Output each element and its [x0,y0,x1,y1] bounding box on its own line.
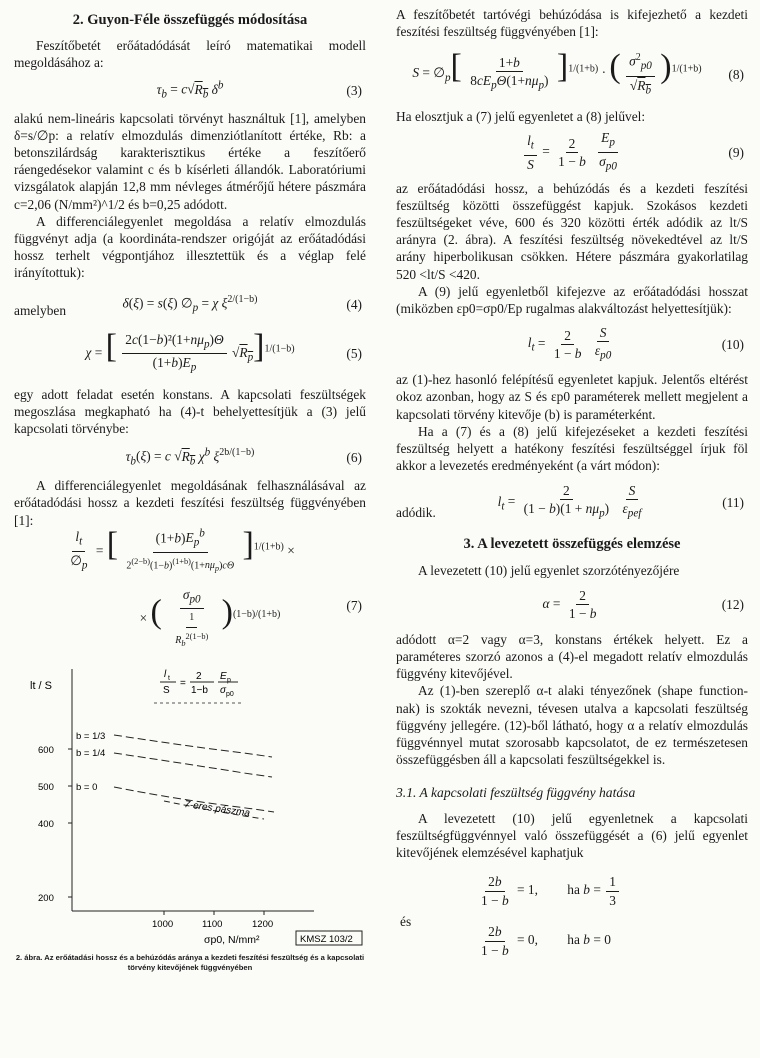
curve-label: b = 1/4 [76,747,106,759]
paragraph: alakú nem-lineáris kapcsolati törvényt használtuk [1], amelyben δ=s/∅p: a relatív elmozdulás dimenziótlanított értéke, Rb: a betonszilárdság karakterisztikus értéke a feszítőerő ráengedésekor valamint c és b kísérleti állandók. Laboratóriumi vizsgálatok alapján 12,8 mm névleges átmérőjű hétere pászmára c=2,06 (N/mm²)^1/2 és b=0,25 adódott. [14,110,366,212]
equation-11: adódik. $l_t$ = $\frac{2}{(1 - b)(1 + n\mu_p)}$ $\frac{S}{\varepsilon_{pef}}$ (11) [396,482,744,521]
equation-4: amelyben δ(ξ) = s(ξ) $\emptyset_p = \chi$ $\xi^{2/(1-b)}$ (4) [14,294,362,318]
figure-2 [14,649,366,972]
ha-label: ha [567,882,580,898]
curve-b-1-3 [114,735,272,757]
equation-number: (7) [346,597,362,613]
y-tick: 600 [38,744,54,756]
paragraph: A levezetett (10) jelű egyenlet szorzótényezőjére [418,562,680,578]
right-column [396,6,748,969]
ha-label: ha [567,932,580,948]
figure-chart [14,649,366,949]
equation-number: (12) [721,597,744,613]
equation-conditions [396,869,748,969]
paragraph: Ha a (7) és a (8) jelű kifejezéseket a kezdeti feszítési feszültség helyett a hatékony feszítési feszültséggel írjuk föl akkor a levezetés eredményeként (a várt módon): [396,423,748,474]
paragraph: A differenciálegyenlet megoldásának felhasználásával az erőátadódási hossz a kezdeti feszítési feszültség függvényében [1]: [14,478,366,528]
svg-text:p0: p0 [226,690,234,698]
x-tick: 1100 [202,918,223,930]
paragraph: Feszítőbetét erőátadódását leíró matematikai modell megoldásához a: [14,38,366,71]
equation-5: χ = [ $\frac{2c(1-b)^2(1+n\mu_p)\Theta}{(1+b)E_p}$ $√R_p]^{1/(1-b)}$ (5) [85,327,362,375]
equation-7: $\frac{l_t}{\emptyset_p}$ = [ $\frac{(1+b)E_p^b}{2^{(2-b)}(1-b)^{(1+b)}(1+n\mu_p)c\Theta}$ ]$^{1/(1+b)}$ × × ( $\frac{\sigma_{p0}}{\frac{1}{R_b^{2(1-b)}}}$ )$^{(1-b)/(1+b)}$ (7) [70,525,362,648]
x-tick: 1200 [252,918,274,930]
y-tick: 200 [38,892,54,904]
paragraph: A differenciálegyenlet megoldása a relatív elmozdulás függvényt adja (a koordináta-rendszer origóját az erőátadódási hossz terhelt végpontjához illesztettük és a véglap felé irányítottuk): [14,213,366,281]
equation-number: (4) [346,297,362,313]
svg-text:l: l [164,668,167,680]
paragraph: A (9) jelű egyenletből kifejezve az erőátadódási hosszat (miközben εp0=σp0/Ep rugalmas alakváltozást helyettesítjük): [396,283,748,317]
equation-12: α = $\frac{2}{1 - b}$ (12) [542,588,744,622]
y-tick: 500 [38,781,54,793]
paragraph: A levezetett (10) jelű egyenletnek a kapcsolati feszültségfüggvénnyel való összefüggését a (6) jelű egyenlet kitevőjének elemzésével kaphatjuk [396,810,748,861]
curve-annotation: 7-eres pászma [183,798,251,820]
svg-text:p: p [227,676,231,684]
equation-number: (3) [346,83,362,98]
svg-text:1−b: 1−b [191,684,208,696]
paragraph: az erőátadódási hossz, a behúzódás és a kezdeti feszítési feszültség közötti összefüggést kapjuk. Szokásos kezdeti feszültségeket véve, 600 és 320 közötti érték adódik az lt/S arányra (2. ábra). A feszítési feszültség növekedtével az lt/S arány hiperbolikusan csökken. Hétere pászmára gyakorlatilag 520 <lt/S <420. [396,180,748,282]
inset-formula [154,669,244,703]
equation-number: (9) [728,145,744,160]
equation-number: (5) [346,346,362,362]
paragraph: az (1)-hez hasonló felépítésű egyenletet kapjuk. Jelentős eltérést okoz azonban, hogy az S és εp0 paraméterek mellett megjelent a kapcsolati törvény kitevője (b) is paraméterként. [396,372,748,422]
curve-label: b = 0 [76,781,98,793]
equation-number: (10) [721,336,744,352]
paragraph: egy adott feladat esetén konstans. A kapcsolati feszültségek megoszlása megkapható ha (4)-t behelyettesítjük a (3) jelű kapcsolati törvénybe: [14,386,366,437]
left-column [14,6,366,972]
equation-8: $S = \emptyset_p$[ $\frac{1+b}{8cE_p\Theta(1+n\mu_p)}$ ]$^{1/(1+b)}$ · ( $\frac{\sigma^2_{p0}}{√R_b}$ )$^{1/(1+b)}$ (8) [412,48,744,97]
equation-number: (8) [728,66,744,82]
equation-10: $l_t$ = $\frac{2}{1 - b}$ $\frac{S}{\varepsilon_{p0}}$ (10) [527,324,744,362]
equation-number: (11) [722,494,744,510]
section-title-2: 2. Guyon-Féle összefüggés módosítása [72,12,308,28]
section-title-3: 3. A levezetett összefüggés elemzése [463,536,681,553]
paragraph: adódott α=2 vagy α=3, konstans értékek helyett. Ez a paraméteres szorzó azonos a (4)-el megadott relatív elmozdulás függvény kitevőjével. [396,631,748,682]
condition-2: $\frac{2b}{1 - b}$ = 0, ha b = 0 [481,924,611,958]
svg-text:2: 2 [196,670,202,682]
figure-caption: 2. ábra. Az erőátadási hossz és a behúzódás aránya a kezdeti feszítési feszültség és a kapcsolati törvény kitevőjének függvényében [15,952,365,972]
figure-stamp: KMSZ 103/2 [300,933,353,945]
subsection-title: 3.1. A kapcsolati feszültség függvény hatása [396,785,636,801]
curve-label: b = 1/3 [76,730,106,742]
paragraph: A feszítőbetét tartóvégi behúzódása is kifejezhető a kezdeti feszítési feszültség függvényében [1]: [396,7,748,40]
adodik-label: adódik. [396,505,436,521]
equation-6: $\tau_b(\xi) = c$ $√R_b$ $\chi^b$ $\xi^{2b/(1-b)}$ (6) [125,446,362,468]
y-tick: 400 [38,818,54,830]
equation-3: $\tau_b = c√R_b$ $\delta^b$ (3) [156,79,362,101]
es-label: és [400,914,412,930]
equation-9: $\frac{l_t}{S}$ = $\frac{2}{1 - b}$ $\frac{E_p}{\sigma_{p0}}$ (9) [396,132,748,174]
x-tick: 1000 [152,918,174,930]
svg-text:E: E [220,670,227,682]
paragraph: Az (1)-ben szereplő α-t alaki tényezőnek (shape function-nak) is szokták nevezni, tévesen utalva a kapcsolati feszültség függvény jellegére. (12)-ből látható, hogy α a relatív elmozdulás függvénnyel mutat szorosabb kapcsolatot, de ez természetesen összefüggésben áll a kapcsolati feszültségekkel is. [396,683,748,768]
svg-text:=: = [180,677,186,689]
svg-text:σ: σ [220,684,227,696]
curve-b-1-4 [114,753,272,777]
x-axis-label: σp0, N/mm² [204,933,260,946]
equation-number: (6) [346,449,362,465]
svg-text:t: t [168,674,170,682]
y-axis-label: lt / S [30,679,53,692]
amelyben-label: amelyben [14,302,67,318]
condition-1: $\frac{2b}{1 - b}$ = 1, ha b = $\frac{1}{3}$ [476,873,621,908]
svg-text:S: S [163,684,170,696]
paragraph: Ha elosztjuk a (7) jelű egyenletet a (8) jelűvel: [396,109,646,125]
